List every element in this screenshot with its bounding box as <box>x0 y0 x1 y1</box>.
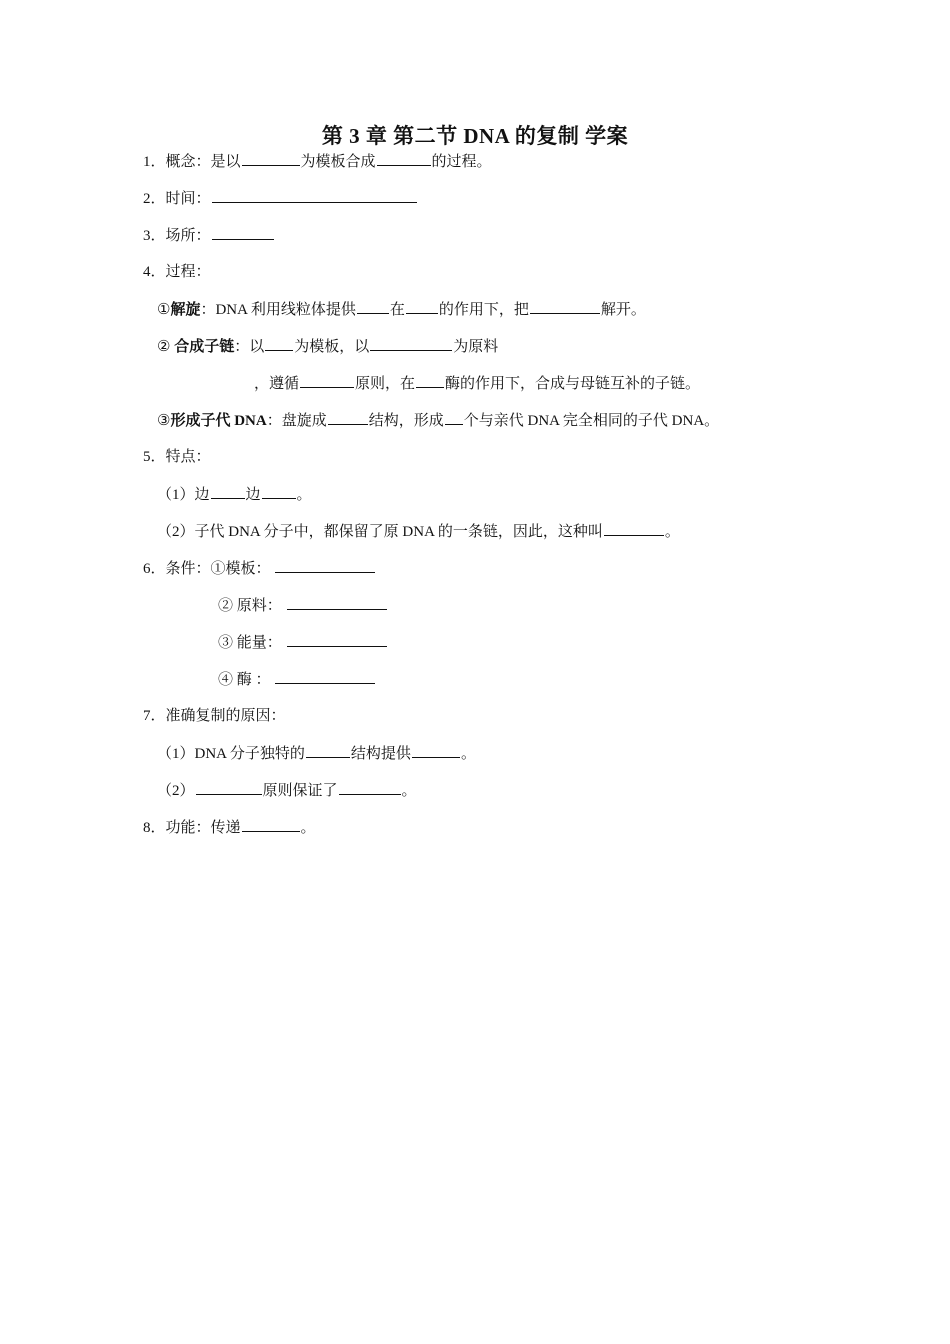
form-daughter-text-c: 个与亲代 DNA 完全相同的子代 DNA。 <box>463 413 720 429</box>
form-daughter-blank-2[interactable] <box>445 409 463 425</box>
condition-energy <box>218 631 388 654</box>
concept-text-end: 的过程。 <box>431 154 492 170</box>
item-conditions <box>143 557 376 580</box>
item-process <box>143 261 211 283</box>
feature-1-text-c: 。 <box>296 487 312 503</box>
accuracy-1-text-c: 。 <box>460 746 476 762</box>
synthesis-text-a: ：以 <box>234 339 265 355</box>
feature-2-text-b: 。 <box>664 524 680 540</box>
conditions-label: 6．条件：①模板： <box>143 561 271 577</box>
function-text-b: 。 <box>300 820 316 836</box>
circled-2: ② <box>157 339 171 355</box>
process-unwinding <box>157 298 646 321</box>
synthesis-heading: 合成子链 <box>174 339 235 355</box>
item-place <box>143 224 275 247</box>
feature-2-blank[interactable] <box>604 520 664 536</box>
function-text-a: 8．功能：传递 <box>143 820 241 836</box>
accuracy-2 <box>157 779 417 802</box>
form-daughter-text-a: ：盘旋成 <box>266 413 327 429</box>
condition-raw-material <box>218 594 388 617</box>
place-blank[interactable] <box>212 224 274 240</box>
energy-blank[interactable] <box>287 631 387 647</box>
synthesis-text-c: 为原料 <box>453 339 499 355</box>
feature-1-blank-1[interactable] <box>211 483 245 499</box>
synthesis-blank-3[interactable] <box>300 372 354 388</box>
feature-2 <box>157 520 680 543</box>
time-blank[interactable] <box>212 187 417 203</box>
features-label: 5．特点： <box>143 449 211 465</box>
accuracy-1-text-b: 结构提供 <box>350 746 411 762</box>
enzyme-blank[interactable] <box>275 668 375 684</box>
raw-material-blank[interactable] <box>287 594 387 610</box>
circled-3: ③ <box>157 413 171 429</box>
feature-1-text-a: （1）边 <box>157 487 210 503</box>
enzyme-label: ④ 酶 ： <box>218 672 271 688</box>
synthesis-cont-text-c: 酶的作用下，合成与母链互补的子链。 <box>445 376 701 392</box>
accuracy-2-blank-1[interactable] <box>196 779 262 795</box>
circled-1: ① <box>157 302 171 318</box>
feature-2-text-a: （2）子代 DNA 分子中，都保留了原 DNA 的一条链，因此，这种叫 <box>157 524 603 540</box>
item-features <box>143 446 211 468</box>
unwinding-text-c: 的作用下，把 <box>438 302 529 318</box>
process-label: 4．过程： <box>143 264 211 280</box>
feature-1-text-b: 边 <box>245 487 261 503</box>
item-accuracy <box>143 705 286 727</box>
accuracy-label: 7．准确复制的原因： <box>143 708 286 724</box>
energy-label: ③ 能量： <box>218 635 282 651</box>
process-synthesis <box>157 335 498 358</box>
accuracy-1-blank-1[interactable] <box>306 742 350 758</box>
synthesis-cont-text-a: ，遵循 <box>254 376 300 392</box>
item-concept <box>143 150 492 173</box>
place-label: 3．场所： <box>143 228 211 244</box>
template-blank[interactable] <box>275 557 375 573</box>
accuracy-2-text-c: 。 <box>401 783 417 799</box>
item-function <box>143 816 316 839</box>
process-form-daughter <box>157 409 719 432</box>
concept-text-mid: 为模板合成 <box>300 154 376 170</box>
accuracy-2-text-a: （2） <box>157 783 195 799</box>
unwinding-heading: 解旋 <box>170 302 201 318</box>
form-daughter-blank-1[interactable] <box>328 409 368 425</box>
synthesis-text-b: 为模板，以 <box>294 339 370 355</box>
unwinding-blank-1[interactable] <box>357 298 389 314</box>
accuracy-2-blank-2[interactable] <box>339 779 401 795</box>
unwinding-text-d: 解开。 <box>600 302 646 318</box>
time-label: 2．时间： <box>143 191 211 207</box>
accuracy-1-text-a: （1）DNA 分子独特的 <box>157 746 305 762</box>
unwinding-blank-3[interactable] <box>530 298 600 314</box>
process-synthesis-cont <box>254 372 700 395</box>
synthesis-blank-4[interactable] <box>416 372 444 388</box>
condition-enzyme <box>218 668 376 691</box>
accuracy-2-text-b: 原则保证了 <box>262 783 338 799</box>
feature-1 <box>157 483 312 506</box>
form-daughter-text-b: 结构，形成 <box>368 413 444 429</box>
function-blank[interactable] <box>242 816 300 832</box>
unwinding-text-a: ：DNA 利用线粒体提供 <box>200 302 356 318</box>
synthesis-blank-2[interactable] <box>370 335 452 351</box>
synthesis-blank-1[interactable] <box>265 335 293 351</box>
item-time <box>143 187 418 210</box>
concept-blank-2[interactable] <box>377 150 431 166</box>
form-daughter-heading: 形成子代 DNA <box>170 413 267 429</box>
concept-blank-1[interactable] <box>242 150 300 166</box>
unwinding-blank-2[interactable] <box>406 298 438 314</box>
raw-material-label: ② 原料： <box>218 598 282 614</box>
concept-text: 1．概念：是以 <box>143 154 241 170</box>
page-title: 第 3 章 第二节 DNA 的复制 学案 <box>321 124 629 148</box>
accuracy-1 <box>157 742 476 765</box>
accuracy-1-blank-2[interactable] <box>412 742 460 758</box>
feature-1-blank-2[interactable] <box>262 483 296 499</box>
unwinding-text-b: 在 <box>389 302 405 318</box>
synthesis-cont-text-b: 原则，在 <box>355 376 416 392</box>
